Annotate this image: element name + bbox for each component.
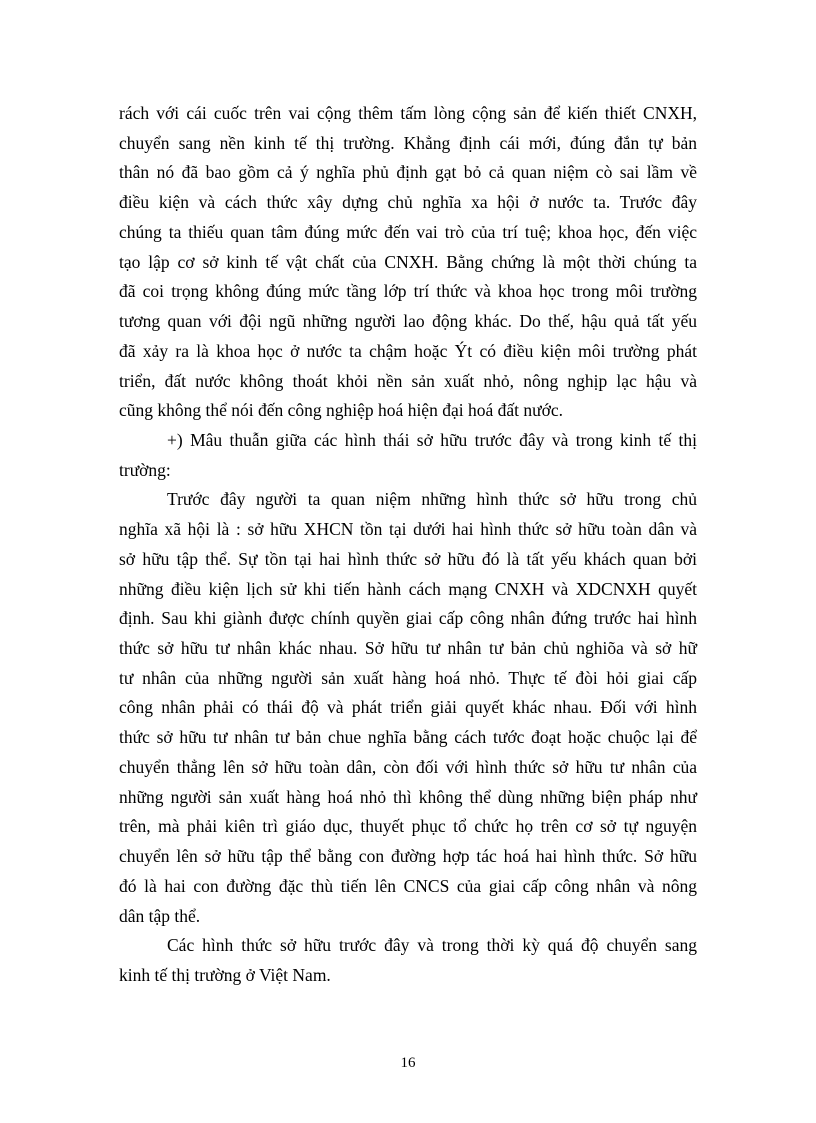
text-line: thân nó đã bao gồm cả ý nghĩa phủ định gạt bỏ cả quan niệm cò sai lầm về [119,162,697,183]
text-line: điều kiện và cách thức xây dựng chủ nghĩa xa hội ở nước ta. Trước đây [119,192,697,213]
text-line: chuyển sang nền kinh tế thị trường. Khẳng định cái mới, đúng đắn tự bản [119,132,697,153]
text-line: tạo lập cơ sở kinh tế vật chất của CNXH. Bằng chứng là một thời chúng ta [119,251,697,272]
text-line: đã xảy ra là khoa học ở nước ta chậm hoặc Ýt có điều kiện môi trường phát [119,340,697,361]
text-line: chúng ta thiếu quan tâm đúng mức đến vai trò của trí tuệ; khoa học, đến việc [119,221,697,242]
text-line: cũng không thể nói đến công nghiệp hoá hiện đại hoá đất nước. [119,400,563,421]
text-line: triển, đất nước không thoát khỏi nền sản xuất nhỏ, nông nghịp lạc hậu và [119,370,697,391]
text-line: tư nhân của những người sản xuất hàng hoá nhỏ. Thực tế đòi hỏi giai cấp [119,667,697,688]
text-line: kinh tế thị trường ở Việt Nam. [119,965,331,985]
text-line: đó là hai con đường đặc thù tiến lên CNCS của giai cấp công nhân và nông [119,875,697,896]
text-line: sở hữu tập thể. Sự tồn tại hai hình thức sở hữu đó là tất yếu khách quan bởi [119,548,697,569]
text-line: tương quan với đội ngũ những người lao động khác. Do thế, hậu quả tất yếu [119,311,697,332]
text-line: dân tập thể. [119,905,201,926]
text-line: thức sở hữu tư nhân khác nhau. Sở hữu tư nhân tư bản chủ nghiõa và sở hữ [119,638,697,659]
text-line: trên, mà phải kiên trì giáo dục, thuyết phục tổ chức họ trên cơ sở tự nguyện [119,816,697,837]
text-line: rách với cái cuốc trên vai cộng thêm tấm lòng cộng sản để kiến thiết CNXH, [119,103,697,123]
text-line: đã coi trọng không đúng mức tầng lớp trí thức và khoa học trong môi trường [119,281,697,302]
page-number: 16 [400,1055,416,1071]
text-line: công nhân phải có thái độ và phát triển giải quyết khác nhau. Đối với hình [119,697,697,718]
text-line: Các hình thức sở hữu trước đây và trong thời kỳ quá độ chuyển sang [167,935,697,956]
text-line: trường: [119,459,171,480]
text-line: định. Sau khi giành được chính quyền giai cấp công nhân đứng trước hai hình [119,608,697,629]
text-line: nghĩa xã hội là : sở hữu XHCN tồn tại dưới hai hình thức sở hữu toàn dân và [119,519,697,540]
text-line: chuyển lên sở hữu tập thể bằng con đường hợp tác hoá hai hình thức. Sở hữu [119,846,697,867]
text-line: +) Mâu thuẫn giữa các hình thái sở hữu trước đây và trong kinh tế thị [167,429,697,450]
text-line: chuyển thẳng lên sở hữu toàn dân, còn đối với hình thức sở hữu tư nhân của [119,756,697,777]
text-line: những điều kiện lịch sử khi tiến hành cách mạng CNXH và XDCNXH quyết [119,578,697,599]
text-line: Trước đây người ta quan niệm những hình thức sở hữu trong chủ [167,489,697,510]
text-line: những người sản xuất hàng hoá nhỏ thì không thể dùng những biện pháp như [119,786,697,807]
text-line: thức sở hữu tư nhân tư bản chue nghĩa bằng cách tước đoạt hoặc chuộc lại để [119,727,697,748]
